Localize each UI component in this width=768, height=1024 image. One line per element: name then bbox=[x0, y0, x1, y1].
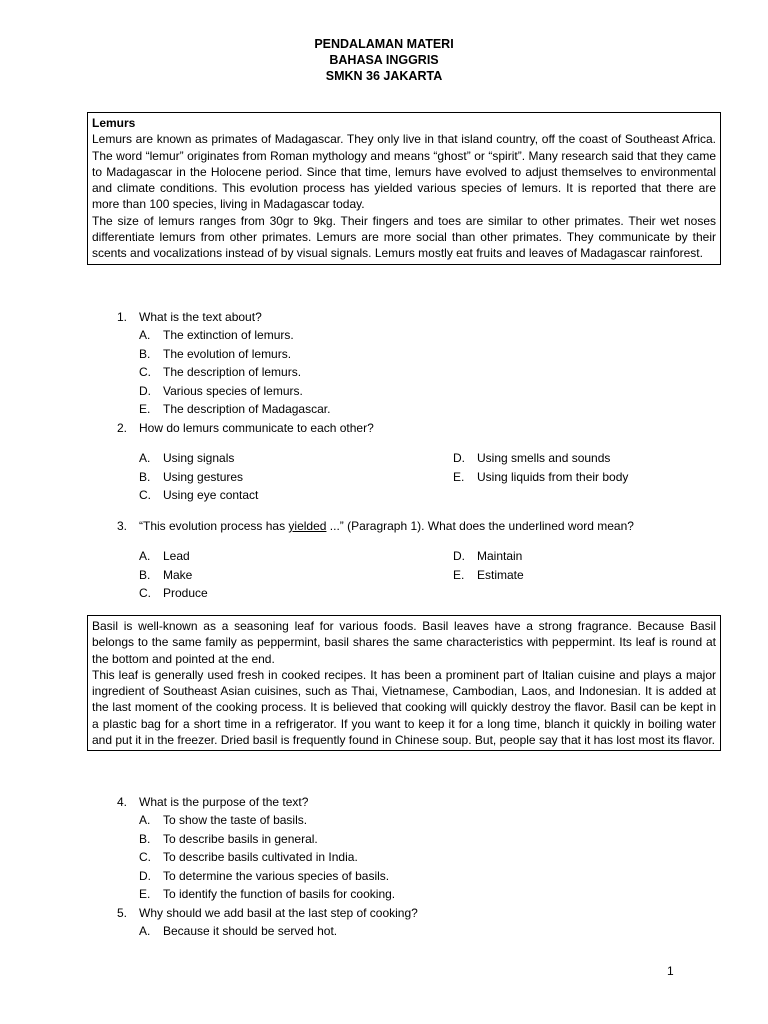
option-letter: A. bbox=[139, 813, 151, 827]
option-e bbox=[453, 468, 628, 487]
option-text: The description of Madagascar. bbox=[163, 402, 331, 416]
question-number: 1. bbox=[117, 310, 128, 324]
question-4 bbox=[117, 793, 308, 812]
option-text: The evolution of lemurs. bbox=[163, 346, 292, 361]
underlined-word: yielded bbox=[288, 519, 327, 533]
question-text-before: “This evolution process has bbox=[139, 519, 289, 533]
option-letter: A. bbox=[139, 328, 151, 342]
option-text: Using signals bbox=[163, 451, 235, 465]
option-letter: A. bbox=[139, 451, 151, 465]
passage-paragraph-2: This leaf is generally used fresh in cooked recipes. It has been a prominent part of Italian cuisine and plays a major ingredient of Southeast Asian cuisines, such as Thai, Vietnamese, Cambodian, Laos, and Indonesian. It is added at the last moment of the cooking process. It is believed that cooking will quickly destroy the flavor. Basil can be kept in a plastic bag for a short time in a refrigerator. If you want to keep it for a long time, blanch it quickly in boiling water and put it in the freezer. Dried basil is frequently found in Chinese soup. But, people say that it has lost most its flavor. bbox=[92, 667, 716, 748]
question-3-options-right bbox=[453, 547, 524, 584]
question-2-options-right bbox=[453, 449, 628, 486]
option-text: Lead bbox=[163, 549, 190, 563]
question-number: 4. bbox=[117, 795, 128, 809]
question-2 bbox=[117, 419, 374, 438]
passage-paragraph-1: Lemurs are known as primates of Madagascar. They only live in that island country, off the coast of Southeast Africa. The word “lemur” originates from Roman mythology and means “ghost” or “spirit”. Many research said that they came to Madagascar in the Holocene period. Since that time, lemurs have evolved to adjust themselves to environmental and climate conditions. This evolution process has yielded various species of lemurs. It is reported that there are more than 100 species, living in Madagascar today. bbox=[92, 132, 716, 212]
option-a bbox=[139, 811, 395, 830]
header-line-2: BAHASA INGGRIS bbox=[329, 53, 439, 67]
option-b bbox=[139, 830, 395, 849]
option-text: The description of lemurs. bbox=[163, 365, 302, 379]
option-text: The extinction of lemurs. bbox=[163, 328, 294, 342]
option-letter: E. bbox=[139, 402, 151, 416]
option-a bbox=[139, 449, 258, 468]
page-number: 1 bbox=[667, 964, 674, 978]
option-d bbox=[453, 547, 524, 566]
option-text: Various species of lemurs. bbox=[163, 383, 303, 398]
question-4-options bbox=[139, 811, 395, 904]
option-letter: C. bbox=[139, 488, 151, 502]
question-text-after: ...” (Paragraph 1). What does the underlined word mean? bbox=[326, 519, 634, 533]
passage-paragraph-1: Basil is well-known as a seasoning leaf for various foods. Basil leaves have a strong fragrance. Because Basil belongs to the same family as peppermint, basil shares the same characteristics with peppermint. Its leaf is round at the bottom and pointed at the end. bbox=[92, 619, 716, 666]
document-header bbox=[0, 36, 768, 84]
question-3-options-left bbox=[139, 547, 208, 603]
question-1-options bbox=[139, 326, 330, 419]
option-d bbox=[453, 449, 628, 468]
option-letter: B. bbox=[139, 567, 151, 582]
option-d bbox=[139, 382, 330, 401]
option-e bbox=[453, 566, 524, 585]
option-a bbox=[139, 922, 337, 941]
option-e bbox=[139, 885, 395, 904]
question-1 bbox=[117, 308, 262, 327]
option-letter: C. bbox=[139, 850, 151, 864]
question-text: What is the text about? bbox=[139, 310, 262, 324]
option-letter: B. bbox=[139, 831, 151, 846]
option-text: To determine the various species of basils. bbox=[163, 868, 390, 883]
header-line-1: PENDALAMAN MATERI bbox=[314, 37, 454, 51]
option-letter: B. bbox=[139, 469, 151, 484]
question-text: What is the purpose of the text? bbox=[139, 795, 309, 809]
header-line-3: SMKN 36 JAKARTA bbox=[325, 69, 443, 83]
option-letter: B. bbox=[139, 346, 151, 361]
option-letter: D. bbox=[139, 383, 151, 398]
question-5-options bbox=[139, 922, 337, 941]
option-letter: A. bbox=[139, 924, 151, 938]
option-text: Maintain bbox=[477, 549, 523, 563]
question-number: 5. bbox=[117, 906, 128, 920]
option-b bbox=[139, 345, 330, 364]
option-text: Using gestures bbox=[163, 469, 244, 484]
question-number: 3. bbox=[117, 519, 128, 533]
passage-paragraph-2: The size of lemurs ranges from 30gr to 9kg. Their fingers and toes are similar to other primates. Their wet noses differentiate lemurs from other primates. Lemurs are more social than other primates. They communicate by their scents and vocalizations instead of by visual signals. Lemurs mostly eat fruits and leaves of Madagascar rainforest. bbox=[92, 213, 716, 261]
question-text: Why should we add basil at the last step of cooking? bbox=[139, 906, 418, 920]
option-letter: C. bbox=[139, 586, 151, 600]
option-letter: D. bbox=[139, 868, 151, 883]
option-text: Using eye contact bbox=[163, 488, 259, 502]
option-letter: E. bbox=[453, 567, 465, 582]
option-text: To describe basils cultivated in India. bbox=[163, 850, 358, 864]
question-5 bbox=[117, 904, 418, 923]
option-text: To identify the function of basils for cooking. bbox=[163, 887, 396, 901]
option-letter: A. bbox=[139, 549, 151, 563]
option-text: To show the taste of basils. bbox=[163, 813, 308, 827]
option-c bbox=[139, 848, 395, 867]
option-a bbox=[139, 547, 208, 566]
passage-title: Lemurs bbox=[92, 116, 136, 130]
option-text: Using smells and sounds bbox=[477, 451, 611, 465]
option-b bbox=[139, 468, 258, 487]
option-letter: C. bbox=[139, 365, 151, 379]
option-text: Estimate bbox=[477, 567, 524, 582]
option-d bbox=[139, 867, 395, 886]
question-text: How do lemurs communicate to each other? bbox=[139, 421, 374, 435]
option-c bbox=[139, 486, 258, 505]
option-c bbox=[139, 584, 208, 603]
question-3 bbox=[117, 517, 634, 536]
option-text: To describe basils in general. bbox=[163, 831, 318, 846]
option-e bbox=[139, 400, 330, 419]
option-letter: D. bbox=[453, 549, 465, 563]
passage-basil-box bbox=[87, 615, 721, 751]
option-text: Produce bbox=[163, 586, 208, 600]
option-c bbox=[139, 363, 330, 382]
option-text: Using liquids from their body bbox=[477, 469, 629, 484]
option-letter: E. bbox=[453, 469, 465, 484]
option-text: Because it should be served hot. bbox=[163, 924, 338, 938]
question-2-options-left bbox=[139, 449, 258, 505]
option-letter: D. bbox=[453, 451, 465, 465]
option-a bbox=[139, 326, 330, 345]
option-text: Make bbox=[163, 567, 193, 582]
passage-lemurs-box bbox=[87, 112, 721, 265]
option-b bbox=[139, 566, 208, 585]
option-letter: E. bbox=[139, 887, 151, 901]
question-number: 2. bbox=[117, 421, 128, 435]
